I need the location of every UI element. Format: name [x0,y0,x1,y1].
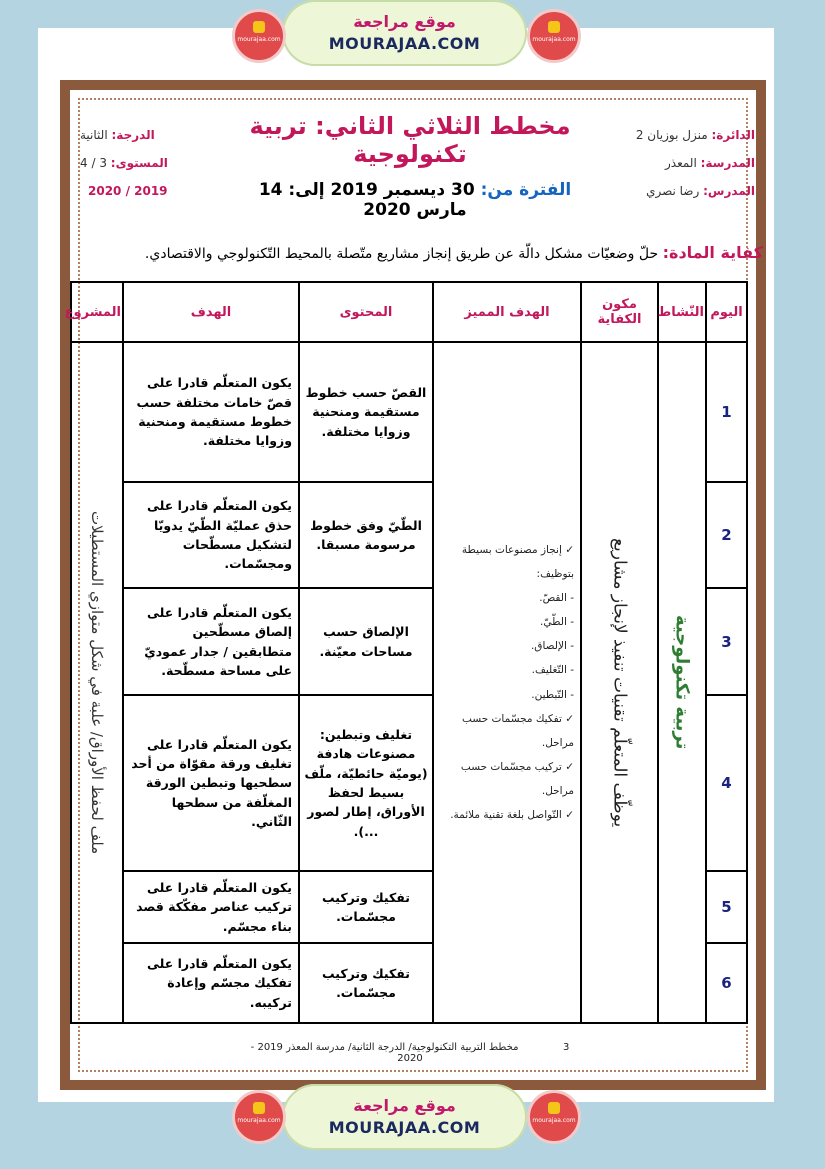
goal-cell: يكون المتعلّم قادرا على تركيب عناصر مفكّكة قصد بناء مجسّم. [123,871,299,943]
goal-cell: يكون المتعلّم قادرا على تفكيك مجسّم وإعادة تركيبه. [123,943,299,1023]
list-item: ✓ إنجاز مصنوعات بسيطة [461,543,574,556]
content-cell: القصّ حسب خطوط مستقيمة ومنحنية وزوايا مختلفة. [299,342,433,482]
header-component: مكون الكفاية [581,282,658,342]
component-cell: يوظّف المتعلّم تقنيات تنفيذ لإنجاز مشاريع [581,342,658,1023]
grade-line: الدرجة: الثانية [80,128,155,142]
content-cell: الإلصاق حسب مساحات معيّنة. [299,588,433,695]
list-item: ✓ التّواصل بلغة تقنية ملائمة. [450,809,574,822]
site-logo-badge: mourajaa.com [527,9,581,63]
day-cell: 4 [706,695,747,871]
list-item: ✓ تركيب مجسّمات حسب [460,760,574,773]
footer-text: مخطط التربية التكنولوجية/ الدرجة الثانية/ مدرسة المعذر 2019 - 2020 [250,1042,519,1064]
header-goal: الهدف [123,282,299,342]
teacher-line: المدرس: رضا نصري [646,184,755,198]
list-item: - التّبطين. [531,688,574,701]
content-cell: تفكيك وتركيب مجسّمات. [299,943,433,1023]
project-cell: ملف لحفظ الأوراق/ علبة في شكل متوازي المستطيلات [71,342,123,1023]
site-name: موقع مراجعة [353,1096,456,1115]
day-cell: 1 [706,342,747,482]
goal-cell: يكون المتعلّم قادرا على قصّ خامات مختلفة حسب خطوط مستقيمة ومنحنية وزوايا مختلفة. [123,342,299,482]
distinct-goals-cell [433,342,581,1023]
day-cell: 6 [706,943,747,1023]
list-item: - الإلصاق. [530,640,574,653]
site-domain: MOURAJAA.COM [328,34,481,53]
site-logo-badge: mourajaa.com [232,9,286,63]
header-activity: النّشاط [658,282,706,342]
site-banner-bottom[interactable] [282,1084,527,1150]
site-logo-badge: mourajaa.com [232,1090,286,1144]
header-project: المشروع [71,282,123,342]
list-item: مراحل. [541,785,574,798]
list-item: - التّغليف. [531,664,574,677]
header-day: اليوم [706,282,747,342]
plan-table [64,281,748,1024]
list-item: - الطّيّ. [540,616,574,629]
site-banner-top[interactable] [282,0,527,66]
list-item: مراحل. [541,736,574,749]
day-cell: 3 [706,588,747,695]
content-cell: تغليف وتبطين: مصنوعات هادفة (يوميّة حائطيّة، ملّف بسيط لحفظ الأوراق، إطار لصور ...). [299,695,433,871]
site-name: موقع مراجعة [353,12,456,31]
page-title: مخطط الثلاثي الثاني: تربية تكنولوجية [249,112,571,168]
header-content: المحتوى [299,282,433,342]
site-logo-badge: mourajaa.com [527,1090,581,1144]
page-footer [240,1042,580,1064]
site-domain: MOURAJAA.COM [328,1118,481,1137]
page-number: 3 [562,1042,570,1053]
header-distinct-goal: الهدف المميز [433,282,581,342]
district-line: الدائرة: منزل بوزيان 2 [635,128,755,142]
goal-cell: يكون المتعلّم قادرا على حذق عمليّة الطّيّ يدويّا لتشكيل مسطّحات ومجسّمات. [123,482,299,588]
day-cell: 2 [706,482,747,588]
list-item: بتوظيف: [536,567,574,580]
goal-cell: يكون المتعلّم قادرا على تغليف ورقة مقوّاة من أحد سطحيها وتبطين الورقة المغلّفة من سطحها الثّاني. [123,695,299,871]
school-year: 2020 / 2019 [88,184,168,198]
goal-cell: يكون المتعلّم قادرا على إلصاق مسطّحين متطابقين / جدار عموديّ على مساحة مسطّحة. [123,588,299,695]
content-cell: الطّيّ وفق خطوط مرسومة مسبقا. [299,482,433,588]
day-cell: 5 [706,871,747,943]
list-item: - القصّ. [539,591,574,604]
content-cell: تفكيك وتركيب مجسّمات. [299,871,433,943]
subject-competence: كفاية المادة: حلّ وضعيّات مشكل دالّة عن طريق إنجاز مشاريع متّصلة بالمحيط التّكنولوجي والاقتصادي. [144,243,763,262]
period-line: الفترة من: 30 ديسمبر 2019 إلى: 14 مارس 2020 [258,180,572,220]
table-header-row [71,282,747,342]
list-item: ✓ تفكيك مجسّمات حسب [462,712,574,725]
level-line: المستوى: 3 / 4 [80,156,168,170]
activity-cell: تربية تكنولوجية [658,342,706,1023]
school-line: المدرسة: المعذر [664,156,755,170]
table-row [71,342,747,482]
